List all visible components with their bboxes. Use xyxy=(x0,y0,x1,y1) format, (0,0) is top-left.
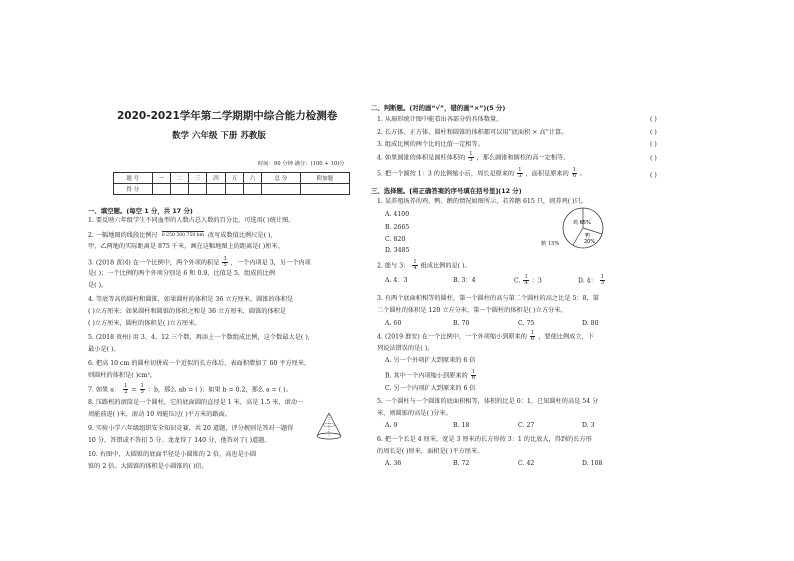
score-cell: 四 xyxy=(207,173,225,184)
question-5: 5. (2018 贵州) 用 3、4、12 三个数，再添上一个数组成比例，这个数最大是( )， xyxy=(88,334,314,341)
choice-3: 3. 有两个底面积相等的圆柱，第一个圆柱的高与第二个圆柱的高之比是 5：8，第 xyxy=(377,295,599,302)
answer-bracket[interactable]: ( ) xyxy=(650,116,657,123)
numerator: 3 xyxy=(223,256,227,262)
section-3-heading: 三、选择题。[将正确答案的序号填在括号里](12 分) xyxy=(371,187,522,195)
numerator: 1 xyxy=(413,259,417,265)
choice-option[interactable]: B. 72 xyxy=(453,460,470,467)
fraction xyxy=(222,257,227,269)
question-7 xyxy=(88,384,292,396)
choice-6: 6. 把一个长是 4 厘米，宽是 3 厘米的长方形按 3：1 的比放大，得到的长方形 xyxy=(377,436,592,443)
j5-text: ，面积是原来的 xyxy=(525,170,569,178)
choice-option[interactable]: C. 27 xyxy=(518,422,535,429)
choice-option[interactable]: D. 80 xyxy=(582,320,599,327)
pie-chart xyxy=(560,205,606,251)
time-info: 时间：90 分钟 满分：(100 + 10)分 xyxy=(258,161,345,167)
score-cell: 六 xyxy=(243,173,261,184)
score-blank[interactable] xyxy=(300,184,349,195)
question-3-line2: 是( )；一个比例的两个外项分别是 6 和 0.9，比值是 5，组成的比例 xyxy=(88,270,276,277)
question-2 xyxy=(88,231,272,240)
choice-4 xyxy=(377,331,594,343)
question-6-line2: 则圆柱的体积是( )cm³。 xyxy=(88,372,157,379)
option-text: D. 4： xyxy=(578,277,597,285)
question-8: 8. 压路机的滚筒是一个圆柱，它的底面圆的直径是 1 米，高是 1.5 米，滚动一 xyxy=(88,399,304,406)
answer-bracket[interactable]: ( ) xyxy=(650,129,657,136)
denominator: 4 xyxy=(413,265,417,272)
choice-option[interactable]: A. 36 xyxy=(385,460,402,467)
option-text: B. 其中一个内项缩小到原来的 xyxy=(385,372,468,380)
numerator: 1 xyxy=(572,167,577,173)
answer-bracket[interactable]: ( ) xyxy=(650,155,657,162)
section-1-heading: 一、填空题。(每空 1 分，共 17 分) xyxy=(88,207,193,215)
score-blank[interactable] xyxy=(152,184,170,195)
j4-text: 4. 如果圆锥的体积是圆柱体积的 xyxy=(377,154,466,162)
fraction xyxy=(123,384,128,396)
score-table-header-row xyxy=(114,173,350,184)
question-1: 1. 要反映六年级学生不同血型的人数占总人数的百分比，可选用( )统计图。 xyxy=(88,217,295,224)
choice-option[interactable]: D. 3 xyxy=(582,422,595,429)
q7-text: 7. 如果 a： xyxy=(88,386,121,394)
numerator: 1 xyxy=(140,383,144,389)
numerator: 1 xyxy=(469,151,473,157)
choice-1: 1. 某养殖场养的鸡、鸭、鹅的情况如图所示，若养鹅 615 只，则养鸡( )只。 xyxy=(377,198,587,205)
denominator: 4 xyxy=(524,280,528,287)
question-8-line2: 周能前进( )米，滚动 10 周能压过( )平方米的路面。 xyxy=(88,411,231,418)
numerator: 1 xyxy=(124,383,128,389)
question-6: 6. 把高 10 cm 的圆柱切拼成一个近似的长方体后，表面积增加了 60 平方厘米， xyxy=(88,360,311,367)
choice-option[interactable]: D. 3485 xyxy=(385,247,410,254)
score-blank[interactable] xyxy=(170,184,188,195)
numerator: 1 xyxy=(530,330,535,336)
choice-5-line2: 米，则圆锥的高是( )分米。 xyxy=(377,410,452,417)
choice-option[interactable]: A. 60 xyxy=(385,320,402,327)
choice-option[interactable]: B. 18 xyxy=(453,422,470,429)
pie-label: 鸭 xyxy=(585,233,591,239)
question-10-line2: 锥的 2 倍。大圆锥的体积是小圆锥的( )倍。 xyxy=(88,463,208,470)
judge-4 xyxy=(377,152,569,164)
choice-6-line2: 的周长是( )厘米，面积是( )平方厘米。 xyxy=(377,448,484,455)
c2-text: 组成比例的是( )。 xyxy=(420,262,471,270)
question-3 xyxy=(88,257,311,269)
answer-bracket[interactable]: ( ) xyxy=(650,141,657,148)
denominator: 3 xyxy=(600,280,605,287)
denominator: 6 xyxy=(471,375,476,382)
denominator: 6 xyxy=(530,336,535,343)
judge-5 xyxy=(377,168,586,180)
scale-bar: 0 250 500 750 km xyxy=(161,233,204,238)
judge-3: 3. 组成比例的两个比的比值一定相等。 xyxy=(377,141,484,148)
pie-label: 20% xyxy=(584,239,596,245)
question-3-line3: 是( )。 xyxy=(88,282,108,289)
choice-option[interactable] xyxy=(514,275,542,287)
choice-option[interactable]: C. 42 xyxy=(518,460,535,467)
choice-option[interactable]: C. 另一个内项扩大到原来的 6 倍 xyxy=(385,385,476,392)
score-blank[interactable] xyxy=(225,184,243,195)
denominator: 6 xyxy=(572,173,577,180)
choice-3-line2: 二个圆柱的体积是 120 立方分米，第一个圆柱的体积是( )立方分米。 xyxy=(377,307,567,314)
choice-option[interactable]: A. 4100 xyxy=(385,211,410,218)
q3-text: ，一个内项是 3，另一个内项 xyxy=(230,259,311,267)
q7-text: ：b，那么 ab = ( )；如果 b = 0.2，那么 a = ( )。 xyxy=(147,386,292,394)
choice-option[interactable] xyxy=(385,370,477,382)
score-cell: 题 号 xyxy=(114,173,153,184)
denominator: 5 xyxy=(223,262,227,269)
numerator: 1 xyxy=(518,167,522,173)
denominator: 3 xyxy=(518,173,522,180)
question-4-line3: ( )立方厘米，圆柱的体积是( )立方厘米。 xyxy=(88,320,201,327)
q2-text: 2. 一幅地图的线段比例尺 xyxy=(88,232,158,239)
numerator: 1 xyxy=(524,274,528,280)
score-cell: 总 分 xyxy=(262,173,301,184)
numerator: 1 xyxy=(471,369,476,375)
score-cell: 五 xyxy=(225,173,243,184)
exam-title: 2020-2021学年第二学期期中综合能力检测卷 xyxy=(117,110,338,122)
denominator: 2 xyxy=(124,389,128,396)
fraction xyxy=(517,168,522,180)
choice-option[interactable]: B. 2665 xyxy=(385,224,410,231)
score-cell: 三 xyxy=(189,173,207,184)
j4-text: ，那么圆锥和圆柱的高一定相等。 xyxy=(476,154,570,162)
question-9-line2: 10 分，答错或不答扣 5 分。龙龙得了 140 分，他答对了( )道题。 xyxy=(88,437,271,444)
fraction xyxy=(140,384,145,396)
score-table xyxy=(113,172,350,195)
fraction xyxy=(412,260,417,272)
q7-text: = xyxy=(131,386,139,394)
j5-text: 5. 把一个圆按 1：3 的比例缩小后，周长是原来的 xyxy=(377,170,515,178)
exam-subtitle: 数学 六年级 下册 苏教版 xyxy=(172,131,266,141)
q2-text: 改写成数值比例尺是( ), xyxy=(207,232,273,239)
score-table-score-row xyxy=(114,184,350,195)
choice-option[interactable]: B. 3：4 xyxy=(453,277,476,284)
question-4-line2: ( )立方厘米；如果圆柱和圆锥的体积之和是 36 立方厘米，圆锥的体积是 xyxy=(88,308,287,315)
score-blank[interactable] xyxy=(207,184,225,195)
question-10: 10. 右图中，大圆锥的底面半径是小圆锥的 2 倍，高也是小圆 xyxy=(88,451,257,458)
section-2-heading: 二、判断题。(对的画“√”，错的画“×”)(5 分) xyxy=(371,104,506,112)
denominator: 5 xyxy=(140,389,144,396)
c2-text: 2. 能与 3： xyxy=(377,262,410,270)
choice-option[interactable] xyxy=(578,275,606,287)
fraction xyxy=(600,275,605,287)
score-cell: 附加题 xyxy=(300,173,349,184)
score-blank[interactable] xyxy=(262,184,301,195)
question-2-line2: 甲、乙两地的实际距离是 875 千米，画在这幅地图上的距离是( )厘米。 xyxy=(88,243,284,250)
judge-1: 1. 从扇形统计图中能看出各部分的具体数量。 xyxy=(377,116,503,123)
question-4: 4. 等底等高的圆柱和圆锥，如果圆柱的体积是 36 立方厘米，圆锥的体积是 xyxy=(88,296,294,303)
choice-option[interactable]: D. 108 xyxy=(582,460,603,467)
fraction xyxy=(471,370,476,382)
pie-label: 鸡 65% xyxy=(573,220,591,226)
choice-4-line2: 列说法错误的是( )。 xyxy=(377,345,434,352)
cone-figure xyxy=(315,412,343,440)
score-cell: 一 xyxy=(152,173,170,184)
fraction xyxy=(523,275,528,287)
score-cell: 得 分 xyxy=(114,184,153,195)
question-5-line2: 最小是( )。 xyxy=(88,346,120,353)
c4-text: ，要使比例成立，下 xyxy=(538,333,594,341)
fraction xyxy=(572,168,577,180)
option-text: C. xyxy=(514,277,523,285)
score-blank[interactable] xyxy=(243,184,261,195)
c4-text: 4. (2019 淮安) 在一个比例中，一个外项缩小到原来的 xyxy=(377,333,527,341)
choice-option[interactable]: A. 9 xyxy=(385,422,398,429)
q3-text: 3. (2018 黄冈) 在一个比例中，两个外项的积是 xyxy=(88,259,220,267)
j5-text: 。 xyxy=(580,170,587,178)
numerator: 1 xyxy=(600,274,605,280)
score-blank[interactable] xyxy=(189,184,207,195)
score-cell: 二 xyxy=(170,173,188,184)
choice-2 xyxy=(377,260,471,272)
pie-label-outer: 鹅 15% xyxy=(541,241,560,247)
choice-option[interactable]: C. 820 xyxy=(385,236,406,243)
denominator: 3 xyxy=(469,157,473,164)
answer-bracket[interactable]: ( ) xyxy=(650,172,657,179)
choice-option[interactable]: C. 75 xyxy=(518,320,535,327)
fraction xyxy=(530,331,535,343)
choice-option[interactable]: B. 70 xyxy=(453,320,470,327)
choice-option[interactable]: A. 另一个外项扩大到原来的 6 倍 xyxy=(385,357,476,364)
choice-option[interactable]: A. 4：3 xyxy=(385,277,408,284)
judge-2: 2. 长方体、正方体、圆柱和圆锥的体积都可以用“底面积 × 高”计算。 xyxy=(377,129,568,136)
fraction xyxy=(468,152,473,164)
choice-5: 5. 一个圆柱与一个圆锥的底面积相等，体积的比是 6：1，已知圆柱的高是 54 分 xyxy=(377,398,599,405)
option-text: ：3 xyxy=(531,277,542,285)
question-9: 9. 实验小学六年级组织安全知识竞赛，共 20 道题，评分规则是答对一题得 xyxy=(88,425,294,432)
